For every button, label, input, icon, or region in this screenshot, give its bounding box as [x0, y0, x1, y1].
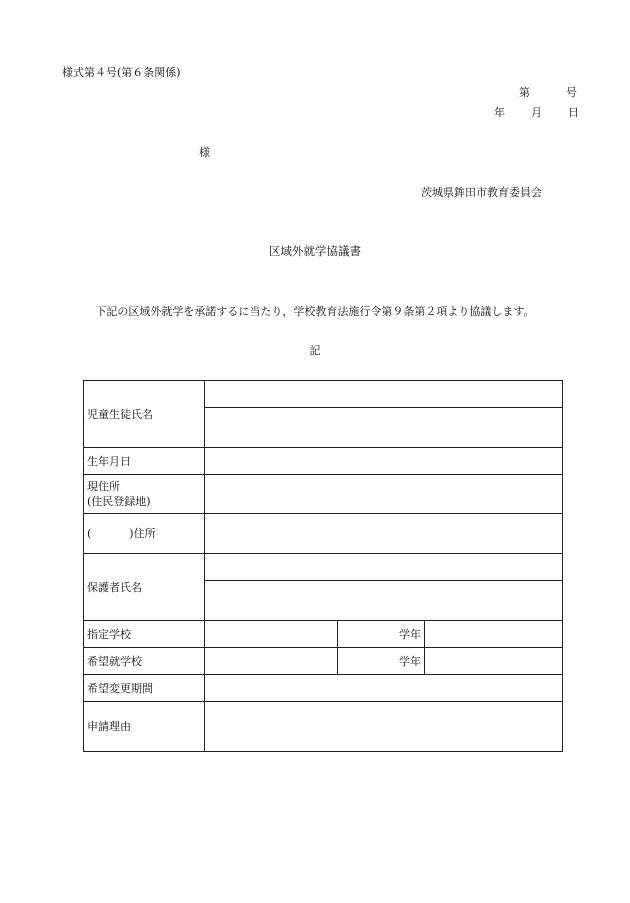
- document-title: 区域外就学協議書: [269, 244, 361, 258]
- change-period-field[interactable]: [205, 675, 563, 702]
- addressee: 様: [199, 146, 210, 159]
- date-month: 月: [531, 106, 542, 119]
- issuer: 茨城県鉾田市教育委員会: [421, 186, 542, 199]
- date-day: 日: [568, 106, 579, 119]
- desired-grade-field[interactable]: [425, 648, 563, 675]
- current-address-line2: (住民登録地): [87, 495, 151, 508]
- designated-grade-label: 学年: [338, 621, 425, 648]
- student-name-field[interactable]: [205, 408, 563, 448]
- guardian-name-label: 保護者氏名: [84, 554, 205, 621]
- birth-date-field[interactable]: [205, 448, 563, 475]
- current-address-label: [84, 475, 205, 514]
- document-number: [519, 86, 577, 100]
- guardian-name-kana-field[interactable]: [205, 554, 563, 581]
- desired-grade-label: 学年: [338, 648, 425, 675]
- ki-heading: 記: [309, 344, 321, 357]
- document-date: [494, 106, 579, 120]
- other-address-open: (: [87, 527, 92, 540]
- student-name-label: 児童生徒氏名: [84, 381, 205, 448]
- desired-school-label: 希望就学校: [84, 648, 205, 675]
- reason-label: 申請理由: [84, 702, 205, 752]
- current-address-line1: 現住所: [87, 480, 120, 493]
- number-prefix: 第: [519, 86, 530, 99]
- reason-field[interactable]: [205, 702, 563, 752]
- desired-school-field[interactable]: [205, 648, 338, 675]
- designated-school-field[interactable]: [205, 621, 338, 648]
- designated-grade-field[interactable]: [425, 621, 563, 648]
- student-name-kana-field[interactable]: [205, 381, 563, 408]
- birth-date-label: 生年月日: [84, 448, 205, 475]
- date-year: 年: [494, 106, 505, 119]
- application-table: [83, 380, 563, 752]
- number-suffix: 号: [566, 86, 577, 99]
- designated-school-label: 指定学校: [84, 621, 205, 648]
- guardian-name-field[interactable]: [205, 581, 563, 621]
- change-period-label: 希望変更期間: [84, 675, 205, 702]
- other-address-label: [84, 514, 205, 554]
- current-address-field[interactable]: [205, 475, 563, 514]
- other-address-field[interactable]: [205, 514, 563, 554]
- body-text: 下記の区域外就学を承諾するに当たり，学校教育法施行令第９条第２項より協議します。: [95, 305, 535, 318]
- other-address-close: )住所: [129, 527, 156, 540]
- form-number: 様式第４号(第６条関係): [62, 66, 181, 79]
